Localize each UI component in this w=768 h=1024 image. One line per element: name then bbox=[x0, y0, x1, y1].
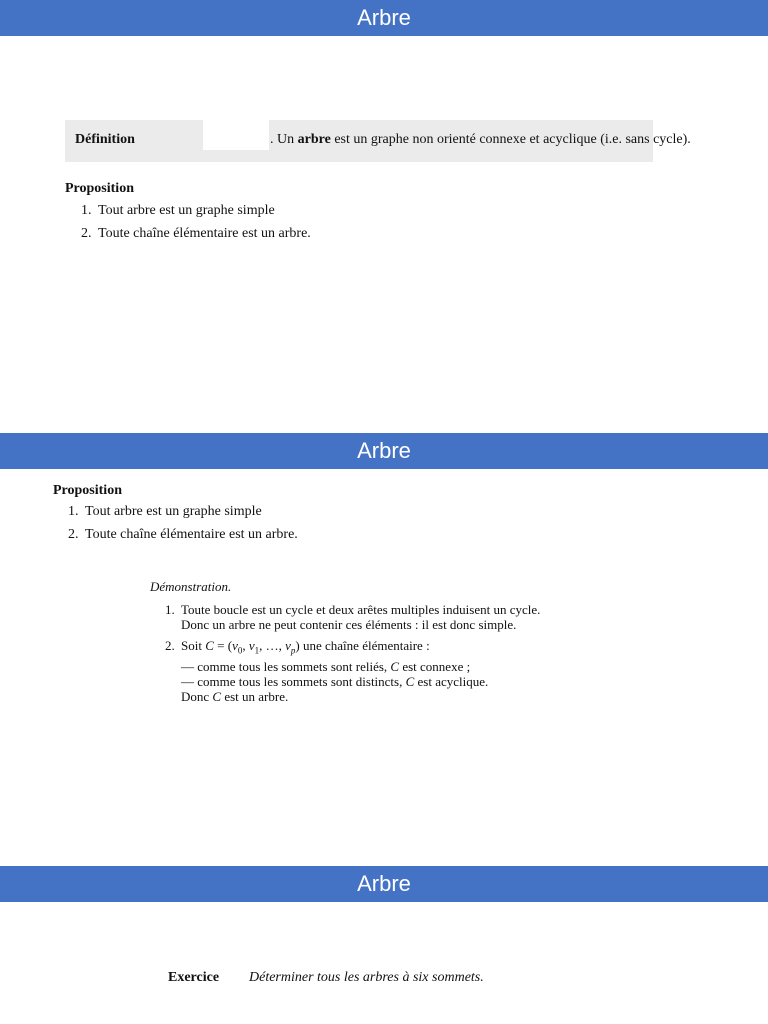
demonstration-line: — comme tous les sommets sont distincts, C est acyclique. bbox=[181, 673, 489, 689]
definition-block bbox=[65, 120, 691, 162]
list-item: 2. Toute chaîne élémentaire est un arbre. bbox=[81, 226, 311, 241]
list-item: 2. Toute chaîne élémentaire est un arbre. bbox=[68, 527, 298, 542]
proposition-list bbox=[81, 201, 311, 247]
slide-title: Arbre bbox=[0, 0, 768, 36]
demonstration-item-1: 1. Toute boucle est un cycle et deux arêtes multiples induisent un cycle. Donc un arbre ne peut contenir ces éléments : il est donc simple. bbox=[165, 602, 541, 632]
demonstration-block bbox=[150, 579, 540, 710]
proposition-heading: Proposition bbox=[53, 483, 122, 498]
exercise-text: Déterminer tous les arbres à six sommets. bbox=[249, 970, 484, 985]
demonstration-line: Toute boucle est un cycle et deux arêtes multiples induisent un cycle. bbox=[181, 602, 541, 617]
list-item: 1. Tout arbre est un graphe simple bbox=[68, 504, 262, 519]
slide-1 bbox=[0, 0, 768, 433]
demonstration-title: Démonstration. bbox=[150, 579, 232, 594]
definition-text bbox=[270, 132, 691, 148]
proposition-list bbox=[68, 502, 298, 548]
slide-title: Arbre bbox=[0, 433, 768, 469]
definition-gap bbox=[203, 120, 269, 150]
exercise-block bbox=[168, 970, 484, 986]
demonstration-line: — comme tous les sommets sont reliés, C est connexe ; bbox=[181, 658, 471, 674]
exercise-label: Exercice bbox=[168, 970, 220, 985]
demonstration-item-2: 2. Soit $C = (v_0$, $v_1$, …, $v_p$) une chaîne élémentaire : — comme tous les sommets sont reliés, C est connexe ; — comme tous les sommets sont distincts, C est acyclique. Donc C est un arbre. bbox=[150, 638, 540, 704]
list-item: 1. Tout arbre est un graphe simple bbox=[81, 203, 275, 218]
slide-title: Arbre bbox=[0, 866, 768, 902]
definition-term: arbre bbox=[297, 132, 331, 147]
definition-text-suffix: est un graphe non orienté connexe et acyclique (i.e. sans cycle). bbox=[330, 132, 691, 147]
definition-text-prefix: . Un bbox=[270, 132, 298, 147]
definition-label: Définition bbox=[75, 132, 135, 147]
proposition-heading: Proposition bbox=[65, 181, 134, 196]
demonstration-line: Donc un arbre ne peut contenir ces éléments : il est donc simple. bbox=[181, 617, 517, 632]
slide-2 bbox=[0, 433, 768, 866]
slide-3 bbox=[0, 866, 768, 1024]
demonstration-line: Donc C est un arbre. bbox=[181, 688, 289, 704]
demonstration-line: Soit $C = (v_0$, $v_1$, …, $v_p$) une chaîne élémentaire : bbox=[181, 638, 430, 656]
